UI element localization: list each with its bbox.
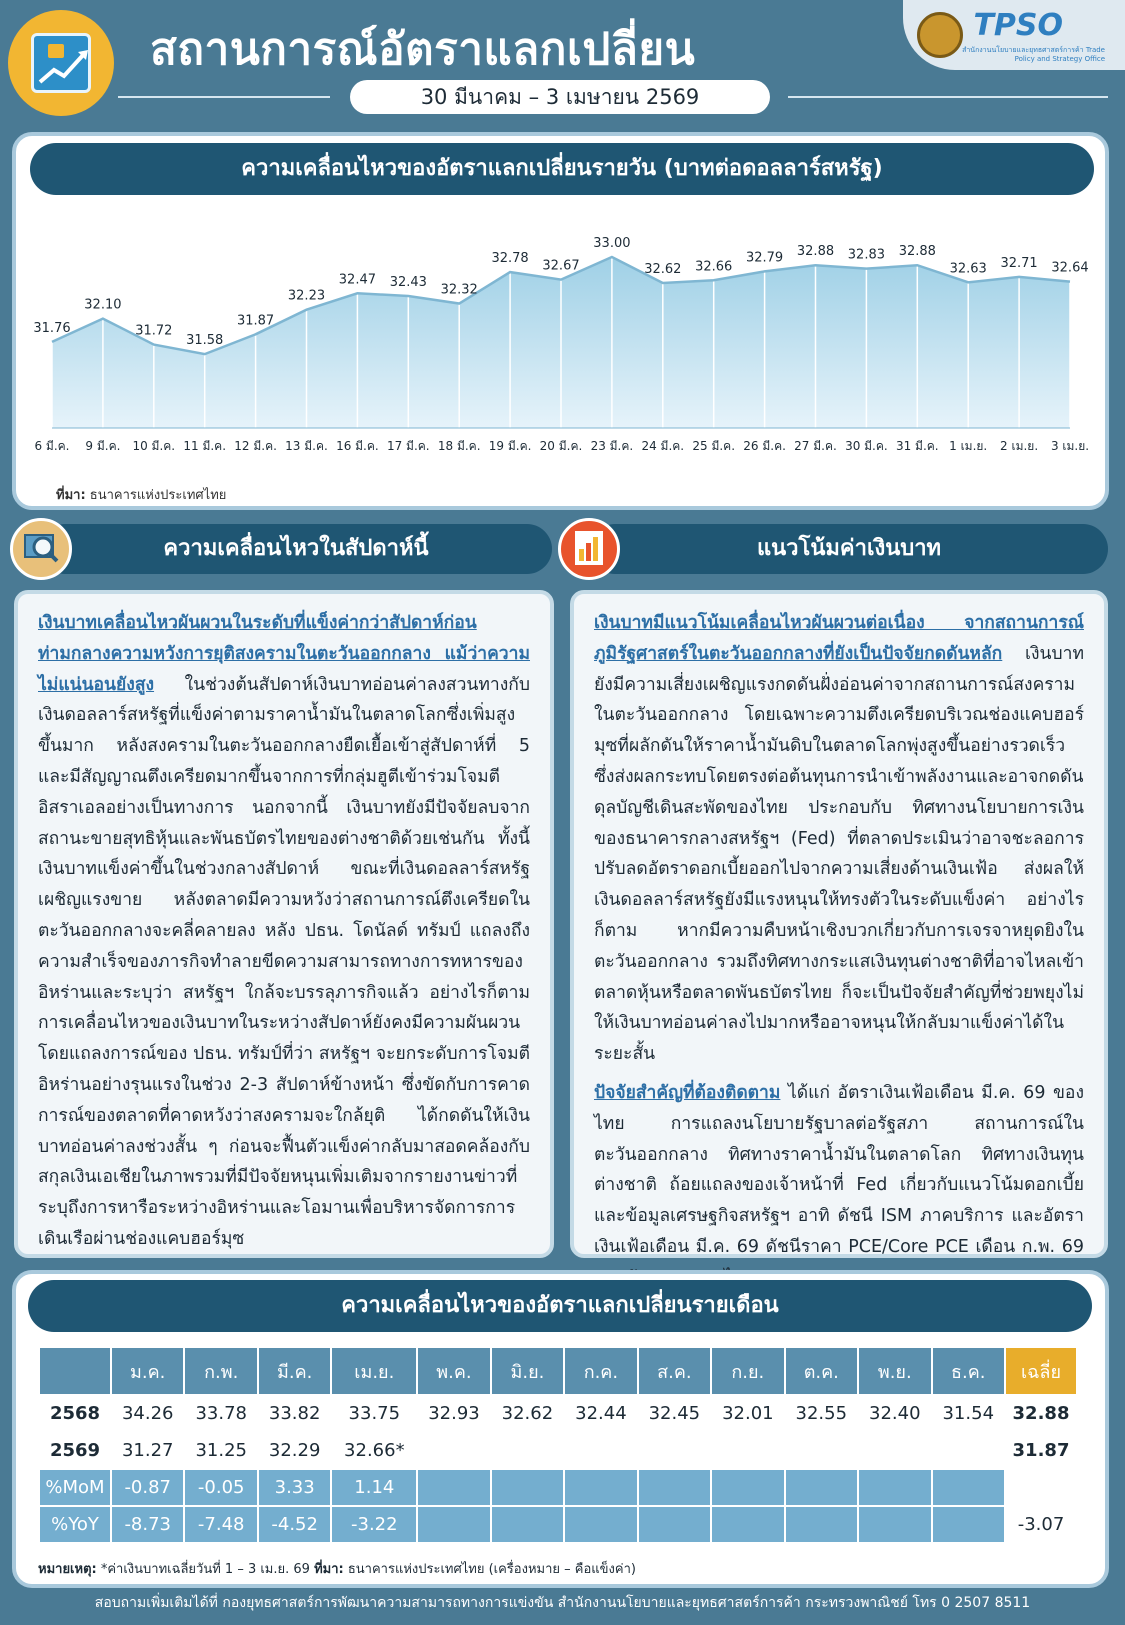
table-cell: 33.78 — [184, 1395, 257, 1432]
table-cell: 31.54 — [932, 1395, 1006, 1432]
month-header: ก.พ. — [184, 1347, 257, 1395]
date-range: 30 มีนาคม – 3 เมษายน 2569 — [350, 80, 770, 114]
table-row — [39, 1395, 1077, 1432]
table-cell — [785, 1506, 858, 1543]
table-cell: 32.66* — [331, 1432, 417, 1469]
data-label: 31.76 — [33, 320, 71, 336]
trend-body: เงินบาทยังมีความเสี่ยงเผชิญแรงกดดันฝั่งอ่อนค่าจากสถานการณ์สงครามในตะวันออกกลาง โดยเฉพาะความตึงเครียดบริเวณช่องแคบฮอร์มุซที่ผลักดันให้ราคาน้ำมันดิบในตลาดโลกพุ่งสูงขึ้นอย่างรวดเร็ว ซึ่งส่งผลกระทบโดยตรงต่อต้นทุนการนำเข้าพลังงานและอาจกดดันดุลบัญชีเดินสะพัดของไทย ประกอบกับ ทิศทางนโยบายการเงินของธนาคารกลางสหรัฐฯ (Fed) ที่ตลาดประเมินว่าอาจชะลอการปรับลดอัตราดอกเบี้ยออกไปจากความเสี่ยงด้านเงินเฟ้อ ส่งผลให้เงินดอลลาร์สหรัฐยังมีแรงหนุนให้ทรงตัวในระดับแข็งค่า อย่างไรก็ตาม หากมีความคืบหน้าเชิงบวกเกี่ยวกับการเจรจาหยุดยิงในตะวันออกกลาง รวมถึงทิศทางกระแสเงินทุนต่างชาติที่อาจไหลเข้าตลาดหุ้นหรือตลาดพันธบัตรไทย ก็จะเป็นปัจจัยสำคัญที่ช่วยพยุงไม่ให้เงินบาทอ่อนค่าลงไปมากหรืออาจหนุนให้กลับมาแข็งค่าได้ในระยะสั้น — [594, 643, 1084, 1065]
month-header: ก.ค. — [564, 1347, 637, 1395]
x-tick-label: 1 เม.ย. — [949, 439, 988, 453]
data-label: 32.83 — [847, 247, 886, 263]
month-header: ธ.ค. — [932, 1347, 1006, 1395]
month-header: พ.ค. — [417, 1347, 490, 1395]
average-header: เฉลี่ย — [1005, 1347, 1077, 1395]
table-cell — [711, 1469, 784, 1506]
x-tick-label: 30 มี.ค. — [845, 439, 888, 453]
table-cell — [932, 1506, 1006, 1543]
factors-label: ปัจจัยสำคัญที่ต้องติดตาม — [594, 1082, 781, 1103]
table-cell: -7.48 — [184, 1506, 257, 1543]
trend-text-panel — [570, 590, 1108, 1258]
month-header: มี.ค. — [258, 1347, 331, 1395]
month-header: ส.ค. — [638, 1347, 711, 1395]
table-cell: -0.87 — [111, 1469, 184, 1506]
x-tick-label: 26 มี.ค. — [743, 439, 786, 453]
month-header: มิ.ย. — [491, 1347, 564, 1395]
table-cell: -3.22 — [331, 1506, 417, 1543]
data-label: 33.00 — [593, 236, 631, 252]
data-label: 32.71 — [1000, 255, 1038, 271]
month-header: ม.ค. — [111, 1347, 184, 1395]
table-cell: 32.55 — [785, 1395, 858, 1432]
table-cell: 3.33 — [258, 1469, 331, 1506]
daily-chart-source — [56, 484, 226, 505]
tpso-logo-subtitle: สำนักงานนโยบายและยุทธศาสตร์การค้า Trade Policy and Strategy Office — [962, 46, 1105, 63]
row-label: %MoM — [39, 1469, 111, 1506]
table-cell — [858, 1432, 931, 1469]
divider-left — [118, 96, 330, 98]
table-header-row — [39, 1347, 1077, 1395]
data-label: 32.78 — [491, 251, 529, 267]
average-cell: -3.07 — [1005, 1506, 1077, 1543]
data-label: 31.58 — [186, 333, 224, 349]
source-label: ที่มา: — [56, 488, 86, 503]
average-cell: 31.87 — [1005, 1432, 1077, 1469]
x-tick-label: 27 มี.ค. — [794, 439, 837, 453]
data-label: 32.66 — [695, 259, 733, 275]
table-cell — [932, 1432, 1006, 1469]
weekly-text-panel — [14, 590, 554, 1258]
table-cell — [858, 1469, 931, 1506]
row-label: 2569 — [39, 1432, 111, 1469]
table-cell — [417, 1469, 490, 1506]
x-tick-label: 10 มี.ค. — [132, 439, 176, 453]
daily-rate-chart — [30, 196, 1096, 481]
table-cell — [711, 1506, 784, 1543]
page-title: สถานการณ์อัตราแลกเปลี่ยน — [150, 24, 696, 75]
tpso-logo: TPSO — [973, 8, 1063, 43]
bar-chart-icon — [558, 518, 620, 580]
table-row — [39, 1506, 1077, 1543]
month-header: พ.ย. — [858, 1347, 931, 1395]
table-cell — [491, 1469, 564, 1506]
table-cell: 32.40 — [858, 1395, 931, 1432]
x-tick-label: 11 มี.ค. — [183, 439, 227, 453]
table-cell — [638, 1469, 711, 1506]
data-label: 32.67 — [542, 258, 580, 274]
average-cell: 32.88 — [1005, 1395, 1077, 1432]
magnifier-analysis-icon — [10, 518, 72, 580]
weekly-body: ในช่วงต้นสัปดาห์เงินบาทอ่อนค่าลงสวนทางกับเงินดอลลาร์สหรัฐที่แข็งค่าตามราคาน้ำมันในตลาดโลกซึ่งเพิ่มสูงขึ้นมาก หลังสงครามในตะวันออกกลางยืดเยื้อเข้าสู่สัปดาห์ที่ 5 และมีสัญญาณตึงเครียดมากขึ้นจากการที่กลุ่มฮูตีเข้าร่วมโจมตีอิสราเอลอย่างเป็นทางการ นอกจากนี้ เงินบาทยังมีปัจจัยลบจากสถานะขายสุทธิหุ้นและพันธบัตรไทยของต่างชาติด้วยเช่นกัน ทั้งนี้ เงินบาทแข็งค่าขึ้นในช่วงกลางสัปดาห์ ขณะที่เงินดอลลาร์สหรัฐเผชิญแรงขาย หลังตลาดมีความหวังว่าสถานการณ์ตึงเครียดในตะวันออกกลางจะคลี่คลายลง หลัง ปธน. โดนัลด์ ทรัมป์ แถลงถึงความสำเร็จของภารกิจทำลายขีดความสามารถทางการทหารของอิหร่านและระบุว่า สหรัฐฯ ใกล้จะบรรลุภารกิจแล้ว อย่างไรก็ตาม การเคลื่อนไหวของเงินบาทในระหว่างสัปดาห์ยังคงมีความผันผวน โดยแถลงการณ์ของ ปธน. ทรัมป์ที่ว่า สหรัฐฯ จะยกระดับการโจมตีอิหร่านอย่างรุนแรงในช่วง 2-3 สัปดาห์ข้างหน้า ซึ่งขัดกับการคาดการณ์ของตลาดที่คาดหวังว่าสงครามจะใกล้ยุติ ได้กดดันให้เงินบาทอ่อนค่าลงช่วงสั้น ๆ ก่อนจะฟื้นตัวแข็งค่ากลับมาสอดคล้องกับสกุลเงินเอเชียในภาพรวมที่มีปัจจัยหนุนเพิ่มเติมจากรายงานข่าวที่ระบุถึงการหารือระหว่างอิหร่านและโอมานเพื่อบริหารจัดการการเดินเรือผ่านช่องแคบฮอร์มุซ — [38, 674, 530, 1249]
data-label: 32.43 — [389, 275, 427, 291]
table-cell — [417, 1506, 490, 1543]
table-cell — [564, 1506, 637, 1543]
trend-highlight: เงินบาทมีแนวโน้มเคลื่อนไหวผันผวนต่อเนื่อง จากสถานการณ์ภูมิรัฐศาสตร์ในตะวันออกกลางที่ยังเป็นปัจจัยกดดันหลัก — [594, 613, 1084, 664]
table-cell — [491, 1506, 564, 1543]
footer-contact: สอบถามเพิ่มเติมได้ที่ กองยุทธศาสตร์การพัฒนาความสามารถทางการแข่งขัน สำนักงานนโยบายและยุทธศาสตร์การค้า กระทรวงพาณิชย์ โทร 0 2507 8511 — [94, 1595, 1031, 1611]
data-label: 32.23 — [287, 288, 326, 304]
monthly-rate-table — [38, 1346, 1078, 1544]
average-cell — [1005, 1469, 1077, 1506]
divider-right — [788, 96, 1108, 98]
month-header: ต.ค. — [785, 1347, 858, 1395]
factors-body: ได้แก่ อัตราเงินเฟ้อเดือน มี.ค. 69 ของไทย การแถลงนโยบายรัฐบาลต่อรัฐสภา สถานการณ์ในตะวันออกกลาง ทิศทางราคาน้ำมันในตลาดโลก ทิศทางเงินทุนต่างชาติ ถ้อยแถลงของเจ้าหน้าที่ Fed เกี่ยวกับแนวโน้มดอกเบี้ย และข้อมูลเศรษฐกิจสหรัฐฯ อาทิ ดัชนี ISM ภาคบริการ และอัตราเงินเฟ้อเดือน มี.ค. 69 ดัชนีราคา PCE/Core PCE เดือน ก.พ. 69 — [594, 1082, 1084, 1257]
data-label: 32.62 — [644, 262, 682, 278]
table-cell: 32.01 — [711, 1395, 784, 1432]
data-label: 32.64 — [1051, 260, 1089, 276]
data-label: 32.63 — [949, 261, 987, 277]
monthly-source-label: ที่มา: — [314, 1562, 344, 1577]
data-label: 32.88 — [796, 244, 835, 260]
table-cell: 33.82 — [258, 1395, 331, 1432]
monthly-title: ความเคลื่อนไหวของอัตราแลกเปลี่ยนรายเดือน — [28, 1280, 1092, 1332]
data-label: 32.47 — [338, 272, 377, 288]
table-cell — [638, 1506, 711, 1543]
table-cell: 32.45 — [638, 1395, 711, 1432]
x-tick-label: 20 มี.ค. — [539, 439, 583, 453]
x-tick-label: 31 มี.ค. — [895, 439, 939, 453]
table-cell — [564, 1432, 637, 1469]
table-cell: 34.26 — [111, 1395, 184, 1432]
x-tick-label: 19 มี.ค. — [488, 439, 532, 453]
table-cell — [711, 1432, 784, 1469]
table-cell — [785, 1469, 858, 1506]
table-cell: 32.29 — [258, 1432, 331, 1469]
table-cell: 31.25 — [184, 1432, 257, 1469]
x-tick-label: 9 มี.ค. — [85, 439, 121, 453]
table-cell — [638, 1432, 711, 1469]
data-label: 32.79 — [745, 250, 784, 266]
x-tick-label: 24 มี.ค. — [641, 439, 685, 453]
note-label: หมายเหตุ: — [38, 1562, 97, 1577]
monthly-note — [38, 1558, 636, 1579]
data-label: 32.88 — [898, 244, 936, 260]
x-tick-label: 16 มี.ค. — [336, 439, 379, 453]
data-label: 32.32 — [440, 282, 478, 298]
chart-growth-icon — [31, 33, 91, 93]
source-text: ธนาคารแห่งประเทศไทย — [89, 488, 227, 503]
header-corner — [39, 1347, 111, 1395]
table-cell: 33.75 — [331, 1395, 417, 1432]
table-row — [39, 1432, 1077, 1469]
table-cell — [564, 1469, 637, 1506]
weekly-heading: ความเคลื่อนไหวในสัปดาห์นี้ — [40, 524, 552, 574]
weekly-highlight: เงินบาทเคลื่อนไหวผันผวนในระดับที่แข็งค่ากว่าสัปดาห์ก่อน ท่ามกลางความหวังการยุติสงครามในตะวันออกกลาง แม้ว่าความไม่แน่นอนยังสูง — [38, 613, 530, 695]
data-label: 32.10 — [84, 297, 122, 313]
month-header: เม.ย. — [331, 1347, 417, 1395]
header-logo — [8, 10, 114, 116]
table-cell: -4.52 — [258, 1506, 331, 1543]
table-cell: -8.73 — [111, 1506, 184, 1543]
x-tick-label: 17 มี.ค. — [386, 439, 430, 453]
x-tick-label: 23 มี.ค. — [590, 439, 634, 453]
x-tick-label: 18 มี.ค. — [437, 439, 481, 453]
month-header: ก.ย. — [711, 1347, 784, 1395]
table-cell — [785, 1432, 858, 1469]
table-cell — [858, 1506, 931, 1543]
table-row — [39, 1469, 1077, 1506]
daily-chart-title: ความเคลื่อนไหวของอัตราแลกเปลี่ยนรายวัน (บาทต่อดอลลาร์สหรัฐ) — [30, 143, 1094, 195]
row-label: 2568 — [39, 1395, 111, 1432]
trend-heading: แนวโน้มค่าเงินบาท — [590, 524, 1108, 574]
table-cell: 31.27 — [111, 1432, 184, 1469]
x-tick-label: 6 มี.ค. — [34, 439, 70, 453]
x-tick-label: 25 มี.ค. — [692, 439, 736, 453]
table-cell — [491, 1432, 564, 1469]
data-label: 31.72 — [135, 323, 173, 339]
table-cell: 32.93 — [417, 1395, 490, 1432]
table-cell: 32.62 — [491, 1395, 564, 1432]
row-label: %YoY — [39, 1506, 111, 1543]
table-cell: -0.05 — [184, 1469, 257, 1506]
data-label: 31.87 — [236, 313, 275, 329]
x-tick-label: 13 มี.ค. — [285, 439, 328, 453]
table-cell — [417, 1432, 490, 1469]
table-cell — [932, 1469, 1006, 1506]
table-cell: 1.14 — [331, 1469, 417, 1506]
x-tick-label: 2 เม.ย. — [1000, 439, 1039, 453]
x-tick-label: 12 มี.ค. — [234, 439, 277, 453]
table-cell: 32.44 — [564, 1395, 637, 1432]
monthly-source-text: ธนาคารแห่งประเทศไทย (เครื่องหมาย – คือแข็งค่า) — [347, 1562, 636, 1577]
x-tick-label: 3 เม.ย. — [1050, 439, 1090, 453]
note-text: *ค่าเงินบาทเฉลี่ยวันที่ 1 – 3 เม.ย. 69 — [100, 1562, 310, 1577]
